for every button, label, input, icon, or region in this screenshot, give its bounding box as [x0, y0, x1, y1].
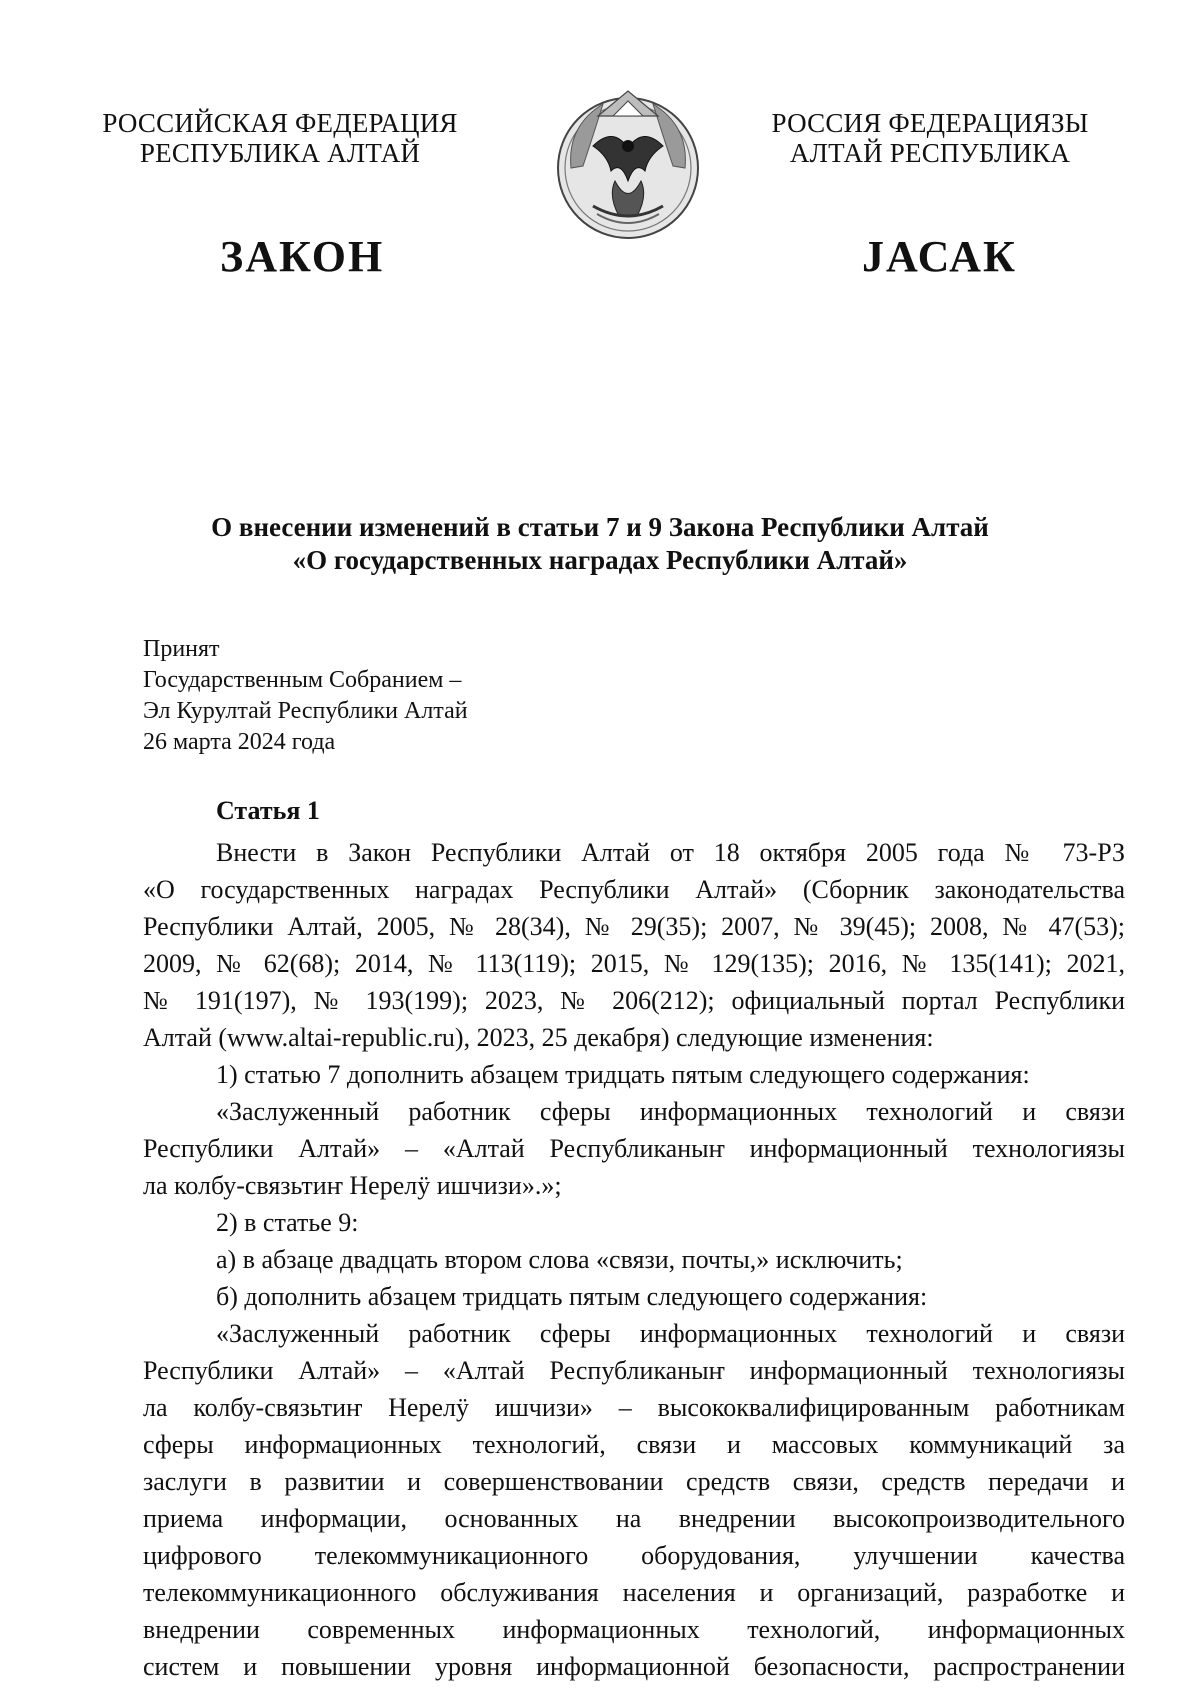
body-line: Республики Алтай, 2005, № 28(34), № 29(35); 2007, № 39(45); 2008, № 47(53);: [143, 912, 1125, 941]
body-line: 2) в статье 9:: [216, 1208, 359, 1237]
body-line: сферы информационных технологий, связи и массовых коммуникаций за: [143, 1430, 1125, 1459]
body-line: систем и повышении уровня информационной безопасности, распространении: [143, 1652, 1125, 1681]
header-left: [80, 108, 480, 168]
body-line: «Заслуженный работник сферы информационных технологий и связи: [216, 1097, 1125, 1126]
adoption-block: [143, 634, 468, 758]
body-line: цифрового телекоммуникационного оборудования, улучшении качества: [143, 1541, 1125, 1570]
law-title: [130, 511, 1070, 577]
body-line: заслуги в развитии и совершенствовании средств связи, средств передачи и: [143, 1467, 1125, 1496]
body-line: б) дополнить абзацем тридцать пятым следующего содержания:: [216, 1282, 928, 1311]
article-heading: Статья 1: [216, 796, 320, 825]
adopted-line1: Принят: [143, 636, 220, 662]
body-line: ла колбу-связьтиҥ Нерелӱ ишчизи» – высококвалифицированным работникам: [143, 1393, 1125, 1422]
adopted-line3: Эл Курултай Республики Алтай: [143, 698, 468, 724]
body-line: «О государственных наградах Республики Алтай» (Сборник законодательства: [143, 875, 1125, 904]
header-left-line1: РОССИЙСКАЯ ФЕДЕРАЦИЯ: [102, 108, 458, 138]
adopted-line2: Государственным Собранием –: [143, 667, 462, 693]
body-line: ла колбу-связьтиҥ Нерелӱ ишчизи».»;: [143, 1171, 562, 1200]
body-line: приема информации, основанных на внедрении высокопроизводительного: [143, 1504, 1125, 1533]
header-right-line1: РОССИЯ ФЕДЕРАЦИЯЗЫ: [771, 108, 1089, 138]
body-line: 2009, № 62(68); 2014, № 113(119); 2015, № 129(135); 2016, № 135(141); 2021,: [143, 949, 1125, 978]
law-title-left: ЗАКОН: [220, 232, 385, 281]
header-right: [740, 108, 1120, 168]
body-line: внедрении современных информационных технологий, информационных: [143, 1615, 1125, 1644]
body-line: № 191(197), № 193(199); 2023, № 206(212); официальный портал Республики: [143, 986, 1125, 1015]
title-line2: «О государственных наградах Республики Алтай»: [292, 545, 908, 575]
header-right-line2: АЛТАЙ РЕСПУБЛИКА: [789, 138, 1071, 168]
body-line: Республики Алтай» – «Алтай Республиканыҥ информационный технологиязы: [143, 1134, 1125, 1163]
title-line1: О внесении изменений в статьи 7 и 9 Закона Республики Алтай: [211, 512, 989, 542]
body-line: а) в абзаце двадцать втором слова «связи, почты,» исключить;: [216, 1245, 903, 1274]
article-body: [143, 834, 1125, 1685]
header-left-line2: РЕСПУБЛИКА АЛТАЙ: [139, 138, 421, 168]
body-line: Внести в Закон Республики Алтай от 18 октября 2005 года № 73-РЗ: [216, 838, 1125, 867]
body-line: Алтай (www.altai-republic.ru), 2023, 25 декабря) следующие изменения:: [143, 1023, 934, 1052]
body-line: «Заслуженный работник сферы информационных технологий и связи: [216, 1319, 1125, 1348]
coat-of-arms-icon: [553, 86, 703, 248]
body-line: телекоммуникационного обслуживания населения и организаций, разработке и: [143, 1578, 1125, 1607]
body-line: 1) статью 7 дополнить абзацем тридцать пятым следующего содержания:: [216, 1060, 1030, 1089]
law-title-right: ЈАСАК: [862, 232, 1017, 281]
adopted-line4: 26 марта 2024 года: [143, 729, 336, 755]
body-line: Республики Алтай» – «Алтай Республиканыҥ информационный технологиязы: [143, 1356, 1125, 1385]
